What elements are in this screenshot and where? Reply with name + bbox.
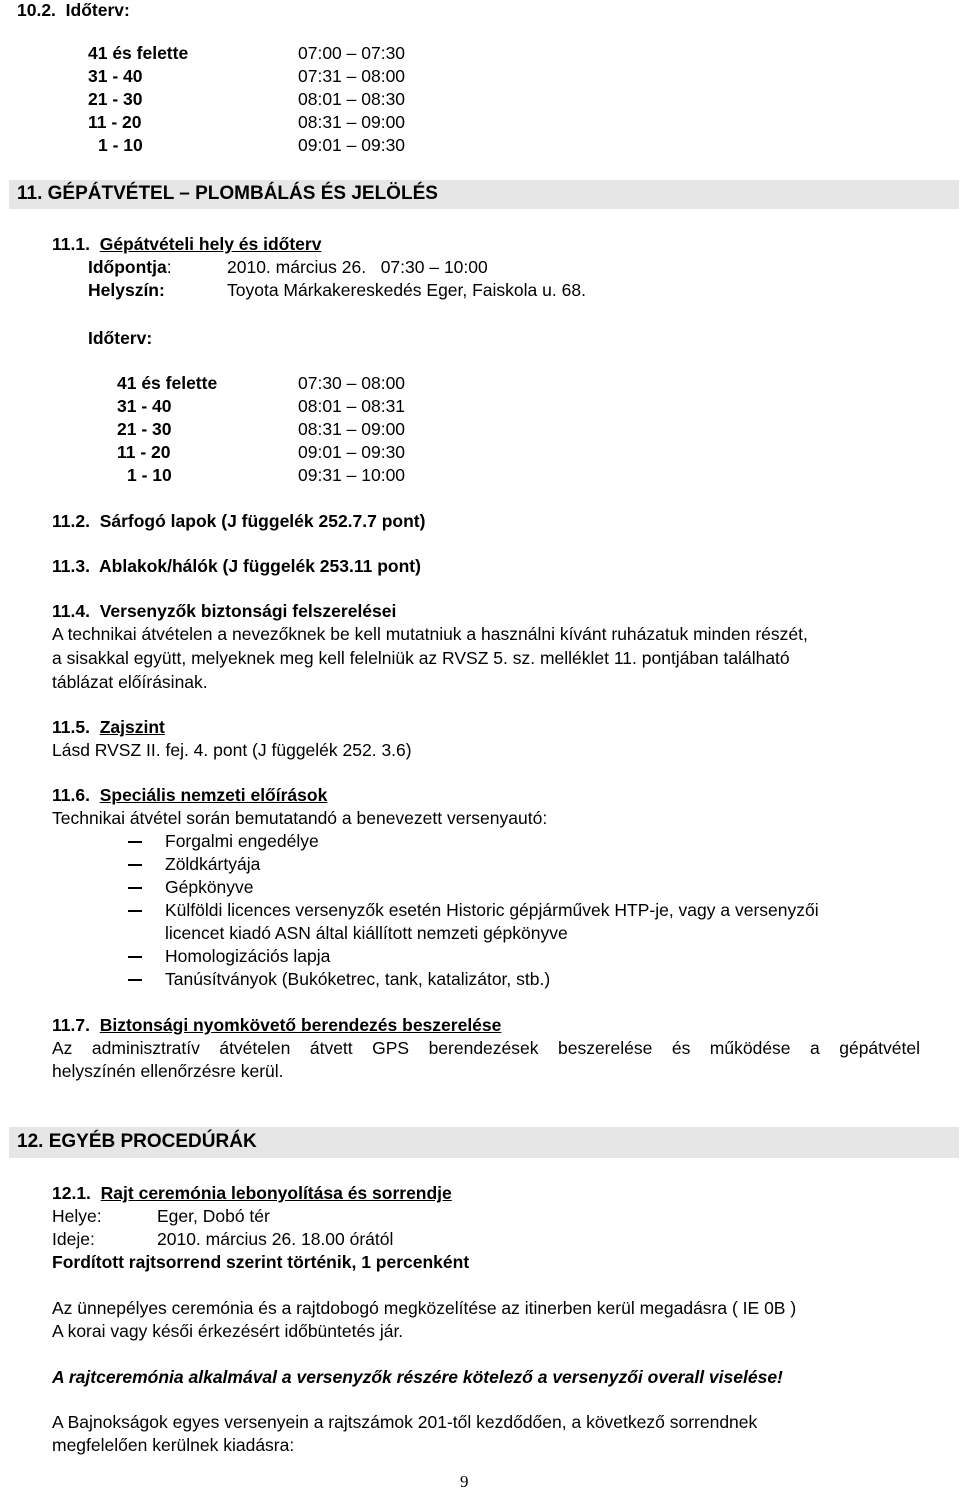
paragraph-line: A korai vagy késői érkezésért időbüntetés jár. — [52, 1321, 404, 1341]
chapter-12-heading — [9, 1127, 959, 1158]
list-item: Tanúsítványok (Bukóketrec, tank, katalizátor, stb.) — [165, 969, 551, 989]
date-label: Ideje: — [52, 1229, 95, 1249]
list-item: Külföldi licences versenyzők esetén Historic gépjárművek HTP-je, vagy a versenyzői — [165, 900, 819, 920]
schedule-time: 07:30 – 08:00 — [298, 373, 406, 393]
schedule-group: 1 - 10 — [98, 135, 143, 155]
schedule-group: 21 - 30 — [117, 419, 172, 439]
paragraph-line: megfelelően kerülnek kiadásra: — [52, 1435, 295, 1455]
schedule-group: 11 - 20 — [117, 442, 171, 462]
section-title: Ablakok/hálók (J függelék 253.11 pont) — [99, 556, 421, 576]
section-number: 11.2. — [52, 511, 90, 531]
schedule-label: Időterv: — [88, 328, 153, 348]
dash-bullet-icon — [128, 864, 142, 866]
chapter-title: 11. GÉPÁTVÉTEL – PLOMBÁLÁS ÉS JELÖLÉS — [17, 183, 438, 204]
place-label: Helyszín: — [88, 280, 165, 300]
schedule-time: 09:01 – 09:30 — [298, 135, 406, 155]
section-11-6-heading — [52, 784, 327, 806]
schedule-group: 11 - 20 — [88, 112, 142, 132]
date-value: 2010. március 26. 18.00 órától — [157, 1229, 394, 1249]
place-value: Eger, Dobó tér — [157, 1206, 270, 1226]
section-number: 12.1. — [52, 1183, 91, 1203]
section-number: 11.1. — [52, 234, 90, 254]
chapter-11-heading — [9, 180, 959, 209]
date-label: Időpontja — [88, 257, 167, 277]
section-title: Biztonsági nyomkövető berendezés beszerelése — [99, 1015, 502, 1035]
paragraph-line: a sisakkal együtt, melyeknek meg kell felelniük az RVSZ 5. sz. melléklet 11. pontjában található — [52, 648, 790, 668]
section-number: 11.6. — [52, 785, 90, 805]
dash-bullet-icon — [128, 841, 142, 843]
chapter-title: 12. EGYÉB PROCEDÚRÁK — [17, 1131, 257, 1152]
schedule-group: 1 - 10 — [127, 465, 172, 485]
schedule-time: 09:01 – 09:30 — [298, 442, 406, 462]
section-title: Speciális nemzeti előírások — [99, 785, 328, 805]
section-11-1-heading — [52, 233, 321, 255]
paragraph-line: Az adminisztratív átvételen átvett GPS berendezések beszerelése és működése a gépátvétel — [52, 1038, 920, 1058]
section-title: Sárfogó lapok (J függelék 252.7.7 pont) — [99, 511, 426, 531]
dash-bullet-icon — [128, 910, 142, 912]
schedule-time: 07:31 – 08:00 — [298, 66, 406, 86]
section-10-2-heading — [17, 0, 130, 21]
schedule-group: 41 és felette — [117, 373, 218, 393]
dash-bullet-icon — [128, 979, 142, 981]
section-number: 10.2. — [17, 0, 56, 20]
date-row — [88, 256, 172, 278]
paragraph-line: táblázat előírásinak. — [52, 672, 208, 692]
paragraph-line: A technikai átvételen a nevezőknek be kell mutatniuk a használni kívánt ruházatuk minden részét, — [52, 624, 808, 644]
schedule-group: 21 - 30 — [88, 89, 143, 109]
list-item: Zöldkártyája — [165, 854, 261, 874]
paragraph-line: Technikai átvétel során bemutatandó a benevezett versenyautó: — [52, 808, 548, 828]
schedule-time: 09:31 – 10:00 — [298, 465, 406, 485]
section-12-1-heading — [52, 1182, 452, 1204]
list-item: Homologizációs lapja — [165, 946, 331, 966]
section-11-3-heading — [52, 555, 421, 577]
schedule-time: 08:01 – 08:30 — [298, 89, 406, 109]
section-11-4-heading — [52, 600, 396, 622]
list-item-continuation: licencet kiadó ASN által kiállított nemzeti gépkönyve — [165, 923, 568, 943]
paragraph-line: helyszínén ellenőrzésre kerül. — [52, 1061, 284, 1081]
section-number: 11.3. — [52, 556, 90, 576]
schedule-time: 08:31 – 09:00 — [298, 112, 406, 132]
list-item: Gépkönyve — [165, 877, 254, 897]
section-title: Versenyzők biztonsági felszerelései — [99, 601, 397, 621]
paragraph-line: Az ünnepélyes ceremónia és a rajtdobogó megközelítése az itinerben kerül megadásra ( IE 0B ) — [52, 1298, 797, 1318]
section-title: Időterv: — [65, 0, 130, 20]
schedule-time: 08:01 – 08:31 — [298, 396, 406, 416]
overall-requirement-note: A rajtceremónia alkalmával a versenyzők részére kötelező a versenyzői overall viselése! — [52, 1367, 783, 1387]
section-title: Rajt ceremónia lebonyolítása és sorrendje — [100, 1183, 452, 1203]
section-11-7-heading — [52, 1014, 501, 1036]
place-value: Toyota Márkakereskedés Eger, Faiskola u. 68. — [227, 280, 586, 300]
schedule-time: 08:31 – 09:00 — [298, 419, 406, 439]
list-item: Forgalmi engedélye — [165, 831, 319, 851]
section-11-5-heading — [52, 716, 165, 738]
schedule-time: 07:00 – 07:30 — [298, 43, 406, 63]
section-title: Gépátvételi hely és időterv — [99, 234, 322, 254]
date-value: 2010. március 26. 07:30 – 10:00 — [227, 257, 488, 277]
section-number: 11.4. — [52, 601, 90, 621]
schedule-group: 41 és felette — [88, 43, 189, 63]
start-order-note: Fordított rajtsorrend szerint történik, 1 percenként — [52, 1252, 470, 1272]
paragraph-line: A Bajnokságok egyes versenyein a rajtszámok 201-től kezdődően, a következő sorrendnek — [52, 1412, 758, 1432]
section-number: 11.7. — [52, 1015, 90, 1035]
schedule-group: 31 - 40 — [88, 66, 143, 86]
section-11-2-heading — [52, 510, 425, 532]
schedule-group: 31 - 40 — [117, 396, 172, 416]
section-title: Zajszint — [99, 717, 165, 737]
section-number: 11.5. — [52, 717, 90, 737]
paragraph-line: Lásd RVSZ II. fej. 4. pont (J függelék 252. 3.6) — [52, 740, 412, 760]
date-colon: : — [166, 257, 172, 277]
place-label: Helye: — [52, 1206, 102, 1226]
page-number: 9 — [460, 1472, 469, 1491]
dash-bullet-icon — [128, 956, 142, 958]
dash-bullet-icon — [128, 887, 142, 889]
